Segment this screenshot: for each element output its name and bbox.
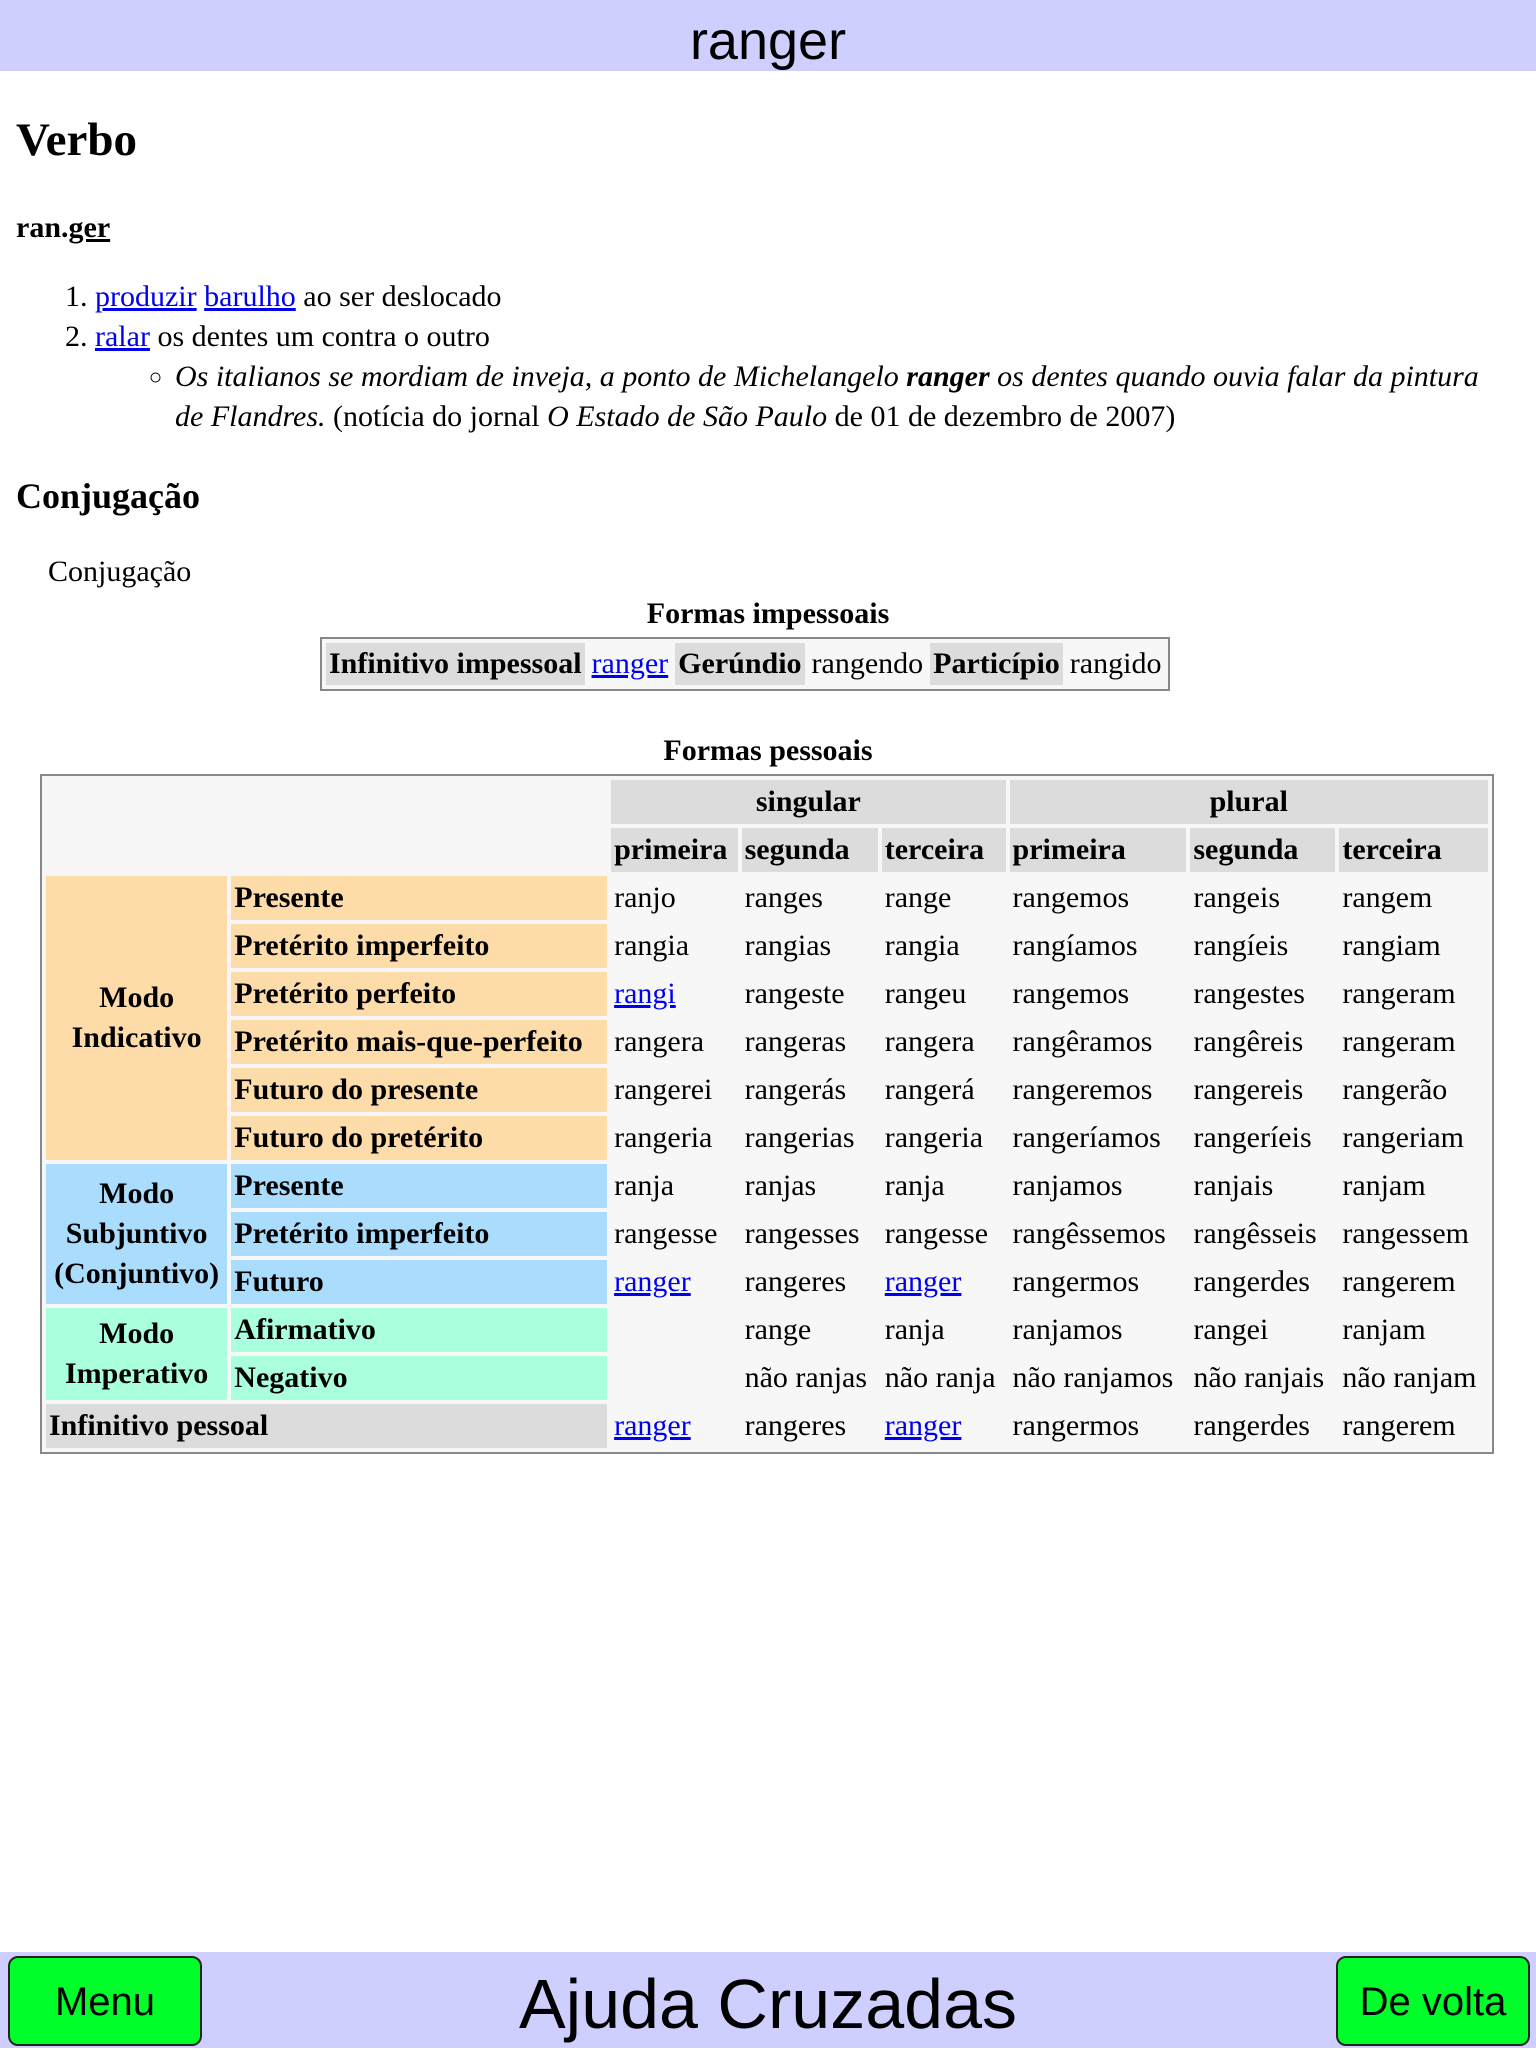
personal-forms-caption: Formas pessoais [663, 734, 873, 767]
person-header: primeira [1010, 828, 1187, 872]
form-cell: rangem [1342, 881, 1433, 914]
form-cell: rangestes [1193, 977, 1305, 1010]
form-cell: rangêssemos [1012, 1217, 1166, 1250]
form-cell: rangereis [1193, 1073, 1304, 1106]
tense-label: Pretérito imperfeito [231, 924, 607, 968]
table-row [46, 1404, 1488, 1448]
form-cell: rangia [884, 929, 960, 962]
form-cell: rangeres [744, 1409, 847, 1442]
form-cell: ranja [614, 1169, 675, 1202]
form-cell: ranges [744, 881, 823, 914]
impersonal-forms-caption: Formas impessoais [646, 597, 890, 630]
definition-item [95, 277, 1495, 317]
form-cell: rangei [1193, 1313, 1269, 1346]
headword-syllable-stressed: ger [68, 211, 111, 244]
form-cell: não ranja [884, 1361, 996, 1394]
definition-item [95, 317, 1495, 437]
infinitivo-label: Infinitivo impessoal [326, 643, 585, 685]
personal-forms-table [40, 774, 1494, 1454]
example-source-newspaper: O Estado de São Paulo [547, 400, 828, 433]
form-cell: não ranjas [744, 1361, 868, 1394]
form-cell: range [744, 1313, 812, 1346]
form-cell: ranjas [744, 1169, 817, 1202]
form-cell: rangíamos [1012, 929, 1138, 962]
form-cell: rangeram [1342, 977, 1456, 1010]
table-row [46, 972, 1488, 1016]
example-item [175, 357, 1495, 437]
example-source-1: (notícia do jornal [325, 400, 548, 433]
tense-label: Futuro do presente [231, 1068, 607, 1112]
participio-label: Particípio [930, 643, 1063, 685]
form-cell: rangerás [744, 1073, 847, 1106]
form-cell: rangíeis [1193, 929, 1289, 962]
back-button[interactable]: De volta [1336, 1956, 1530, 2046]
app-title: Ajuda Cruzadas [518, 1965, 1018, 2043]
conjugation-label: Conjugação [48, 555, 192, 588]
form-cell: rangeis [1193, 881, 1280, 914]
tense-label: Infinitivo pessoal [46, 1404, 607, 1448]
table-row [46, 1356, 1488, 1400]
impersonal-forms-table [320, 637, 1170, 691]
example-text-1: Os italianos se mordiam de inveja, a ponto de Michelangelo [175, 360, 907, 393]
definition-text: ao ser deslocado [295, 280, 502, 313]
table-row [46, 1068, 1488, 1112]
form-cell: rangerão [1342, 1073, 1448, 1106]
table-row [46, 924, 1488, 968]
form-cell: ranjamos [1012, 1313, 1123, 1346]
top-title-bar [0, 0, 1536, 71]
menu-button[interactable]: Menu [8, 1956, 202, 2046]
form-cell: rangeras [744, 1025, 847, 1058]
form-cell: não ranjam [1342, 1361, 1477, 1394]
form-cell: não ranjamos [1012, 1361, 1174, 1394]
form-cell: ranjo [614, 881, 676, 914]
plural-header: plural [1010, 780, 1488, 824]
form-cell: rangeres [744, 1265, 847, 1298]
example-source-2: de 01 de dezembro de 2007) [827, 400, 1176, 433]
form-cell: rangemos [1012, 977, 1130, 1010]
form-cell: rangermos [1012, 1265, 1140, 1298]
modo-subjuntivo: Modo Subjuntivo (Conjuntivo) [46, 1164, 227, 1304]
form-cell: rangesse [884, 1217, 989, 1250]
form-link-ranger[interactable]: ranger [884, 1265, 962, 1298]
form-cell: rangeram [1342, 1025, 1456, 1058]
form-cell: rangerem [1342, 1265, 1456, 1298]
form-cell: rangera [884, 1025, 975, 1058]
person-header: segunda [1190, 828, 1335, 872]
form-link-ranger[interactable]: ranger [614, 1265, 691, 1298]
form-cell: rangerem [1342, 1409, 1456, 1442]
form-link-ranger[interactable]: ranger [884, 1409, 962, 1442]
example-text-2: os dentes quando ouvia falar da pintura de Flandres. [175, 360, 1479, 433]
table-corner [46, 780, 607, 872]
form-cell: ranjam [1342, 1169, 1426, 1202]
form-cell: rangerdes [1193, 1409, 1310, 1442]
headword [16, 211, 110, 245]
form-cell: ranja [884, 1169, 945, 1202]
table-row [46, 1260, 1488, 1304]
conjugation-heading: Conjugação [16, 476, 201, 516]
person-header: segunda [742, 828, 878, 872]
table-row [46, 1164, 1488, 1208]
form-link-rangi[interactable]: rangi [614, 977, 676, 1010]
modo-indicativo: Modo Indicativo [46, 876, 227, 1160]
table-row [46, 1308, 1488, 1352]
gerundio-value: rangendo [811, 647, 924, 680]
form-cell: rangesse [614, 1217, 718, 1250]
form-cell: rangeremos [1012, 1073, 1153, 1106]
form-cell: não ranjais [1193, 1361, 1325, 1394]
person-header: primeira [611, 828, 737, 872]
form-cell: rangerias [744, 1121, 855, 1154]
person-header: terceira [1339, 828, 1488, 872]
infinitivo-link[interactable]: ranger [591, 647, 669, 680]
modo-imperativo: Modo Imperativo [46, 1308, 227, 1400]
form-cell: rangerei [614, 1073, 713, 1106]
form-cell: rangerá [884, 1073, 975, 1106]
form-cell: rangia [614, 929, 690, 962]
link-produzir[interactable]: produzir [95, 280, 197, 313]
form-cell: rangeria [614, 1121, 713, 1154]
form-cell: ranjam [1342, 1313, 1426, 1346]
examples-list [95, 357, 1495, 437]
tense-label: Pretérito mais-que-perfeito [231, 1020, 607, 1064]
form-cell: rangeria [884, 1121, 984, 1154]
form-cell: ranjamos [1012, 1169, 1123, 1202]
form-cell: rangeríamos [1012, 1121, 1161, 1154]
person-header: terceira [882, 828, 1006, 872]
bottom-toolbar [0, 1952, 1536, 2048]
form-cell: rangera [614, 1025, 705, 1058]
part-of-speech-heading: Verbo [16, 114, 137, 166]
definition-text: os dentes um contra o outro [149, 320, 490, 353]
form-cell: rangêsseis [1193, 1217, 1317, 1250]
form-link-ranger[interactable]: ranger [614, 1409, 691, 1442]
form-cell [611, 1308, 737, 1352]
table-row [46, 876, 1488, 920]
tense-label: Negativo [231, 1356, 607, 1400]
form-cell: ranja [884, 1313, 945, 1346]
tense-label: Pretérito perfeito [231, 972, 607, 1016]
form-cell: range [884, 881, 952, 914]
definitions-list [0, 277, 1495, 437]
participio-value: rangido [1069, 647, 1162, 680]
form-cell: rangemos [1012, 881, 1130, 914]
form-cell: rangesses [744, 1217, 860, 1250]
form-cell: rangeríeis [1193, 1121, 1312, 1154]
page-title: ranger [689, 11, 847, 71]
tense-label: Presente [231, 876, 607, 920]
form-cell: rangeu [884, 977, 967, 1010]
tense-label: Presente [231, 1164, 607, 1208]
form-cell: rangermos [1012, 1409, 1140, 1442]
table-row [46, 1212, 1488, 1256]
gerundio-label: Gerúndio [675, 643, 804, 685]
form-cell: rangessem [1342, 1217, 1469, 1250]
table-row [46, 1020, 1488, 1064]
link-ralar[interactable]: ralar [95, 320, 150, 353]
table-row [46, 1116, 1488, 1160]
tense-label: Futuro [231, 1260, 607, 1304]
link-barulho[interactable]: barulho [204, 280, 296, 313]
form-cell: rangias [744, 929, 832, 962]
form-cell: rangêreis [1193, 1025, 1304, 1058]
example-keyword: ranger [906, 360, 990, 393]
form-cell: rangerdes [1193, 1265, 1310, 1298]
form-cell: rangeste [744, 977, 845, 1010]
form-cell: rangeriam [1342, 1121, 1464, 1154]
tense-label: Afirmativo [231, 1308, 607, 1352]
form-cell [611, 1356, 737, 1400]
singular-header: singular [611, 780, 1005, 824]
tense-label: Futuro do pretérito [231, 1116, 607, 1160]
form-cell: ranjais [1193, 1169, 1274, 1202]
form-cell: rangêramos [1012, 1025, 1153, 1058]
headword-syllable-1: ran. [16, 211, 69, 244]
tense-label: Pretérito imperfeito [231, 1212, 607, 1256]
form-cell: rangiam [1342, 929, 1441, 962]
